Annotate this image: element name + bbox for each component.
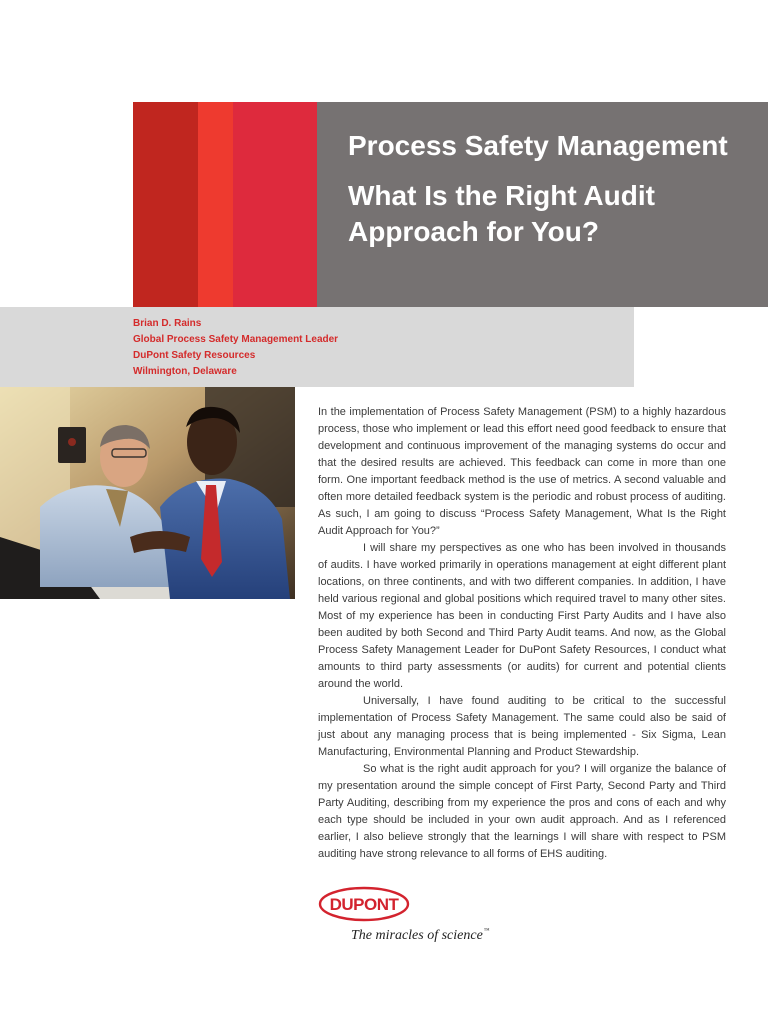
body-paragraph: Universally, I have found auditing to be critical to the successful implementation of Process Safety Management. The same could also be said of just about any managing process that is being implemented - Six Sigma, Lean Manufacturing, Environmental Planning and Product Stewardship.	[318, 695, 726, 758]
red-stripe-orange	[198, 102, 233, 307]
red-stripe-dark	[133, 102, 198, 307]
dupont-logo	[318, 886, 410, 922]
body-paragraph: So what is the right audit approach for you? I will organize the balance of my presentation around the simple concept of First Party, Second Party and Third Party Auditing, describing from my experience the pros and cons of each and why each type should be included in your own audit approach. And as I referenced earlier, I also believe strongly that the learnings I will share with respect to PSM auditing have strong relevance to all forms of EHS auditing.	[318, 763, 726, 860]
title-line-2: What Is the Right Audit Approach for You?	[348, 180, 655, 247]
author-name: Brian D. Rains	[133, 318, 202, 329]
author-role: Global Process Safety Management Leader	[133, 334, 339, 345]
svg-text:DUPONT: DUPONT	[329, 895, 399, 914]
author-band	[0, 307, 634, 387]
body-paragraph: I will share my perspectives as one who has been involved in thousands of audits. I have worked primarily in operations management at eight different plant locations, on three continents, and with two different companies. In addition, I have held various regional and global positions which required travel to many other sites. Most of my experience has been in conducting First Party Audits and I have also been audited by both Second and Third Party Audit teams. And now, as the Global Process Safety Management Leader for DuPont Safety Resources, I conduct what amounts to third party assessments (or audits) for current and potential clients around the world.	[318, 542, 726, 690]
header-band	[133, 102, 768, 307]
title-panel	[317, 102, 768, 307]
title-line-1: Process Safety Management	[348, 130, 728, 161]
author-organization: DuPont Safety Resources	[133, 350, 256, 361]
logo-tagline: The miracles of science™	[351, 928, 490, 943]
body-paragraph: In the implementation of Process Safety Management (PSM) to a highly hazardous process, those who implement or lead this effort need good feedback to ensure that development and continuous improvement of the managing systems do occur and that the desired results are achieved. This feedback can come in more than one form. One important feedback method is the use of metrics. A second valuable and often more detailed feedback system is the periodic and robust process of auditing. As such, I am going to discuss “Process Safety Management, What Is the Right Audit Approach for You?”	[318, 406, 726, 537]
article-body	[318, 404, 726, 863]
red-stripe-crimson	[233, 102, 317, 307]
author-location: Wilmington, Delaware	[133, 366, 237, 377]
photo-two-engineers-at-console	[0, 387, 295, 599]
